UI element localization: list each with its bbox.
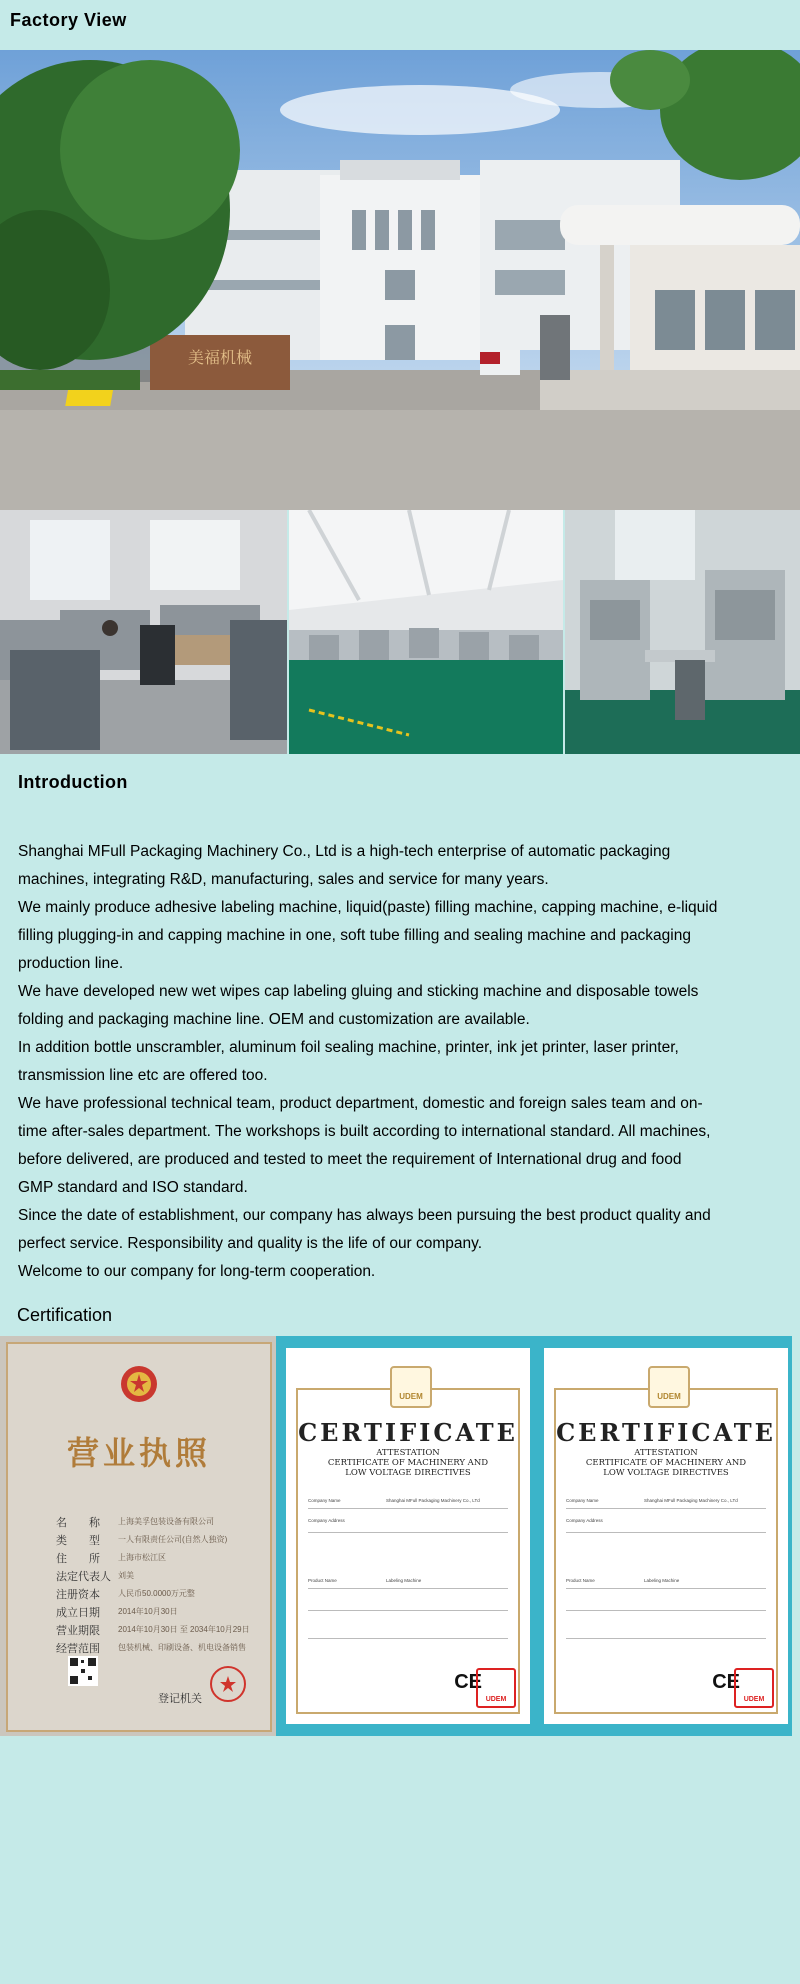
business-license [0,1336,276,1736]
license-value: 2014年10月30日 至 2034年10月29日 [118,1625,250,1634]
qr-code-icon [68,1656,98,1686]
certificate-subtitle: ATTESTATION [634,1448,698,1458]
certificate-field-label: Product Name [566,1578,595,1583]
certificate-subtitle: LOW VOLTAGE DIRECTIVES [345,1468,471,1478]
ce-certificate [286,1348,530,1724]
intro-paragraph: We mainly produce adhesive labeling machine, liquid(paste) filling machine, capping machine, e-liquid filling plugging-in and capping machine in one, soft tube filling and sealing machine and packaging production line. [18,899,718,972]
certificate-subtitle: ATTESTATION [376,1448,440,1458]
udem-logo-icon [648,1366,690,1408]
certificate-field-label: Product Name [308,1578,337,1583]
license-value: 2014年10月30日 [118,1607,178,1616]
license-label: 名 称 [56,1517,100,1529]
udem-logo-text: UDEM [657,1392,681,1401]
license-value: 上海市松江区 [118,1553,166,1562]
intro-paragraph: Shanghai MFull Packaging Machinery Co., Ltd is a high-tech enterprise of automatic packaging machines, integrating R&D, manufacturing, sales and service for many years. [18,843,671,888]
certificate-title: CERTIFICATE [298,1418,518,1447]
certificate-subtitle: LOW VOLTAGE DIRECTIVES [603,1468,729,1478]
certificates-panel [0,1336,792,1736]
registration-authority-label: 登记机关 [158,1693,202,1705]
udem-stamp-icon: UDEM [734,1668,774,1708]
certificate-field-value: Shanghai MFull Packaging Machinery Co., LTd [644,1498,738,1503]
intro-paragraph: Welcome to our company for long-term cooperation. [18,1263,376,1280]
national-emblem-icon [119,1364,159,1404]
license-value: 一人有限责任公司(自然人独资) [118,1535,228,1544]
intro-paragraph: In addition bottle unscrambler, aluminum foil sealing machine, printer, ink jet printer, laser printer, transmission line etc are offered too. [18,1039,679,1084]
certificate-title: CERTIFICATE [556,1418,776,1447]
certificate-field-label: Company Address [308,1518,345,1523]
license-label: 成立日期 [56,1607,100,1619]
license-value: 包装机械、印刷设备、机电设备销售 [118,1643,246,1652]
license-label: 营业期限 [56,1625,100,1637]
factory-view-heading: Factory View [10,10,127,30]
certification-heading: Certification [17,1305,113,1325]
introduction-heading: Introduction [18,772,128,792]
gate-sign-text: 美福机械 [187,348,253,367]
ce-mark: CE [454,1671,482,1693]
official-seal-icon [208,1664,248,1704]
license-label: 类 型 [56,1535,100,1547]
license-label: 经营范围 [56,1643,100,1655]
ce-mark: CE [712,1671,740,1693]
ce-certificate [544,1348,788,1724]
certificate-field-label: Company Name [308,1498,341,1503]
workshop-photo [289,510,563,754]
introduction-text [18,838,718,1286]
office-photo [0,510,287,754]
certificate-subtitle: CERTIFICATE OF MACHINERY AND [327,1458,489,1468]
license-value: 上海美孚包装设备有限公司 [118,1517,214,1526]
factory-building-photo [0,50,800,510]
udem-stamp-icon: UDEM [476,1668,516,1708]
license-value: 人民币50.0000万元整 [118,1589,195,1598]
udem-logo-text: UDEM [399,1392,423,1401]
intro-paragraph: We have professional technical team, product department, domestic and foreign sales team and on-time after-sales department. The workshops is built according to international standard. All machines, before delivered, are produced and tested to meet the requirement of International drug and food GMP standard and ISO standard. [18,1095,711,1196]
certificate-field-label: Company Name [566,1498,599,1503]
license-title: 营业执照 [66,1434,211,1472]
certificate-field-value: Labeling Machine [644,1578,680,1583]
udem-logo-icon [390,1366,432,1408]
intro-paragraph: We have developed new wet wipes cap labeling gluing and sticking machine and disposable towels folding and packaging machine line. OEM and customization are available. [18,983,699,1028]
certificate-field-label: Company Address [566,1518,603,1523]
production-line-photo [565,510,800,754]
license-label: 法定代表人 [56,1571,111,1583]
certificate-field-value: Labeling Machine [386,1578,422,1583]
intro-paragraph: Since the date of establishment, our company has always been pursuing the best product quality and perfect service. Responsibility and quality is the life of our company. [18,1207,711,1252]
certificate-field-value: Shanghai MFull Packaging Machinery Co., LTd [386,1498,480,1503]
certificate-subtitle: CERTIFICATE OF MACHINERY AND [585,1458,747,1468]
license-label: 注册资本 [56,1589,100,1601]
license-value: 刘美 [118,1571,134,1580]
license-label: 住 所 [56,1553,100,1565]
